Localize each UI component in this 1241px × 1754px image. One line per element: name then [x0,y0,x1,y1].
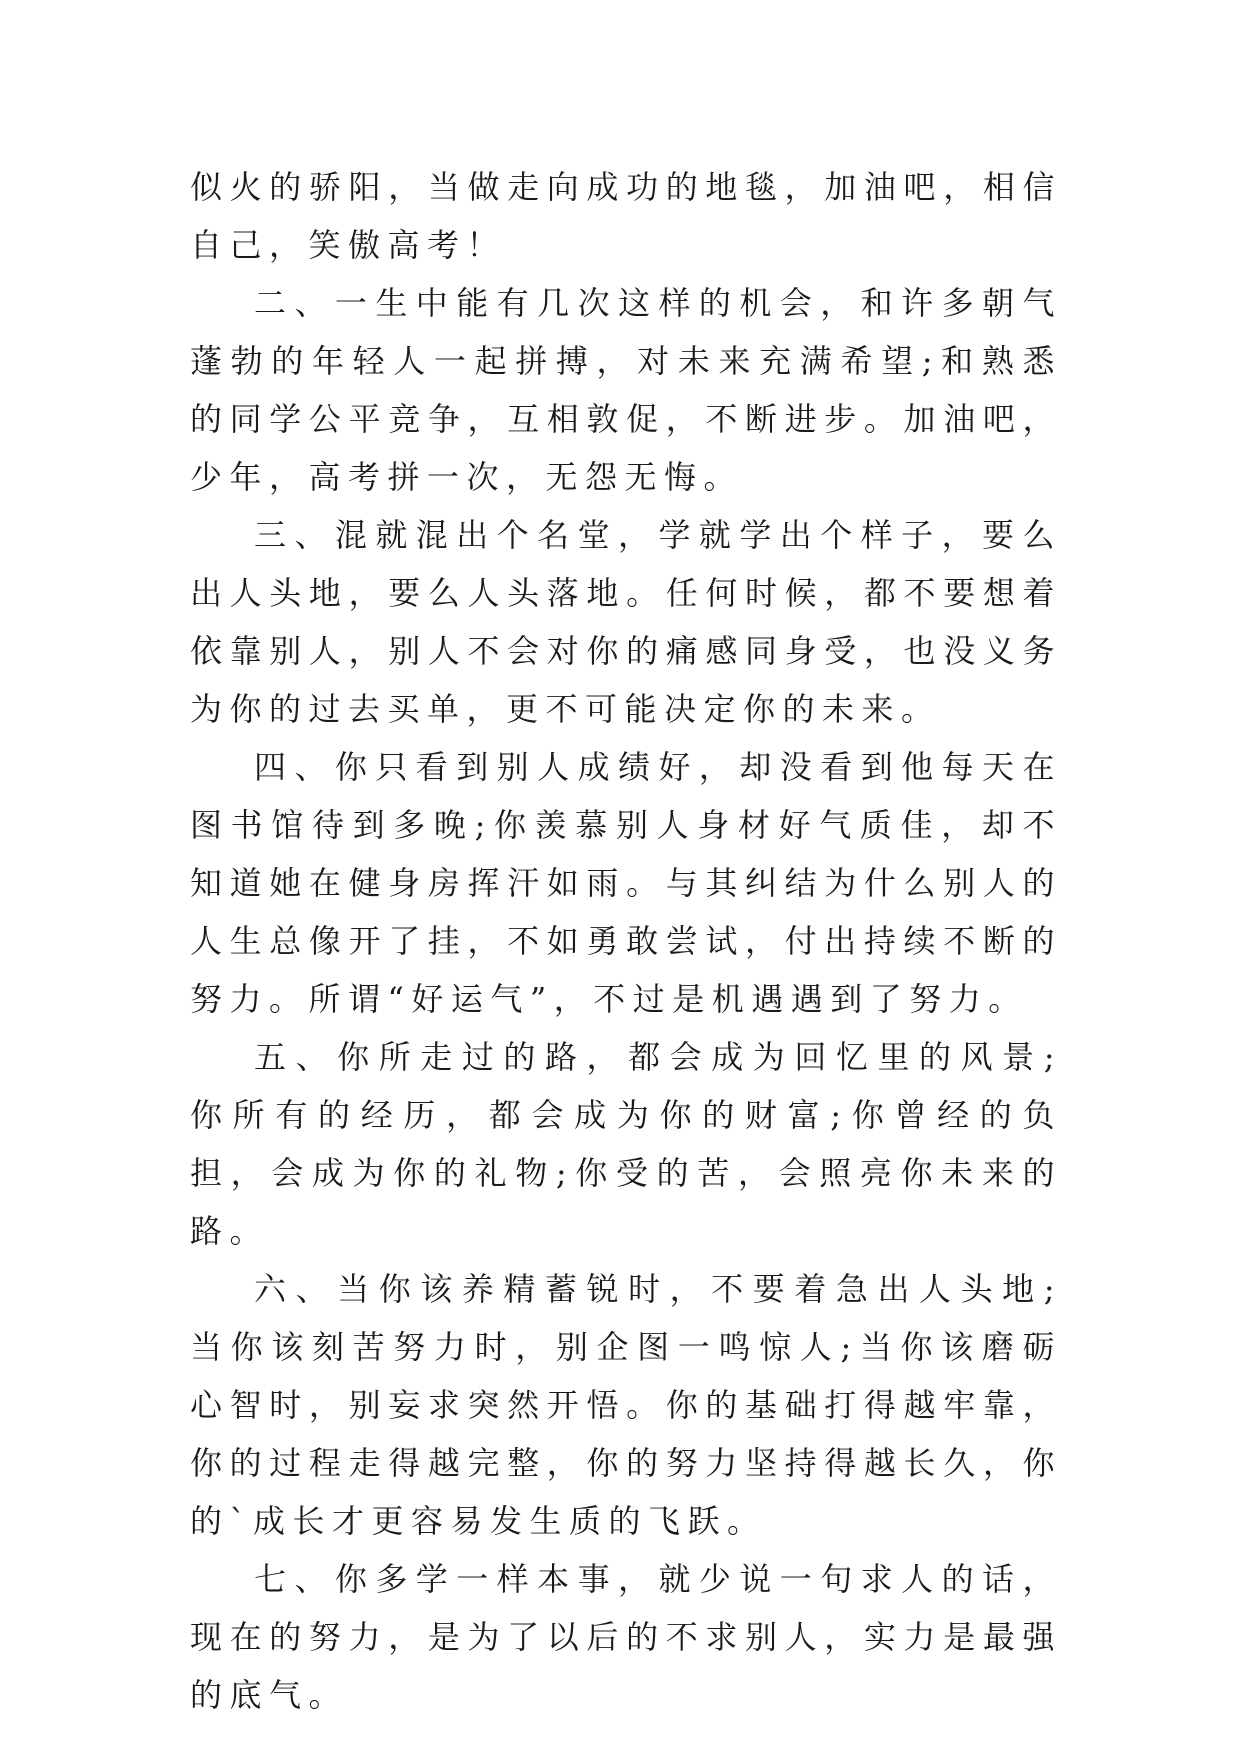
paragraph-3: 三、混就混出个名堂，学就学出个样子，要么出人头地，要么人头落地。任何时候，都不要想着依靠别人，别人不会对你的痛感同身受，也没义务为你的过去买单，更不可能决定你的未来。 [190,516,1062,728]
paragraph-6: 六、当你该养精蓄锐时，不要着急出人头地;当你该刻苦努力时，别企图一鸣惊人;当你该磨砺心智时，别妄求突然开悟。你的基础打得越牢靠，你的过程走得越完整，你的努力坚持得越长久，你的`成长才更容易发生质的飞跃。 [190,1270,1062,1540]
paragraph-continuation: 似火的骄阳，当做走向成功的地毯，加油吧，相信自己，笑傲高考！ [190,168,1062,264]
paragraph-5: 五、你所走过的路，都会成为回忆里的风景;你所有的经历，都会成为你的财富;你曾经的负担，会成为你的礼物;你受的苦，会照亮你未来的路。 [190,1038,1062,1250]
document-body [190,158,1062,1724]
paragraph-4: 四、你只看到别人成绩好，却没看到他每天在图书馆待到多晚;你羡慕别人身材好气质佳，却不知道她在健身房挥汗如雨。与其纠结为什么别人的人生总像开了挂，不如勇敢尝试，付出持续不断的努力。所谓“好运气”，不过是机遇遇到了努力。 [190,748,1062,1018]
paragraph-7: 七、你多学一样本事，就少说一句求人的话，现在的努力，是为了以后的不求别人，实力是最强的底气。 [190,1560,1062,1714]
paragraph-2: 二、一生中能有几次这样的机会，和许多朝气蓬勃的年轻人一起拼搏，对未来充满希望;和熟悉的同学公平竞争，互相敦促，不断进步。加油吧，少年，高考拼一次，无怨无悔。 [190,284,1062,496]
